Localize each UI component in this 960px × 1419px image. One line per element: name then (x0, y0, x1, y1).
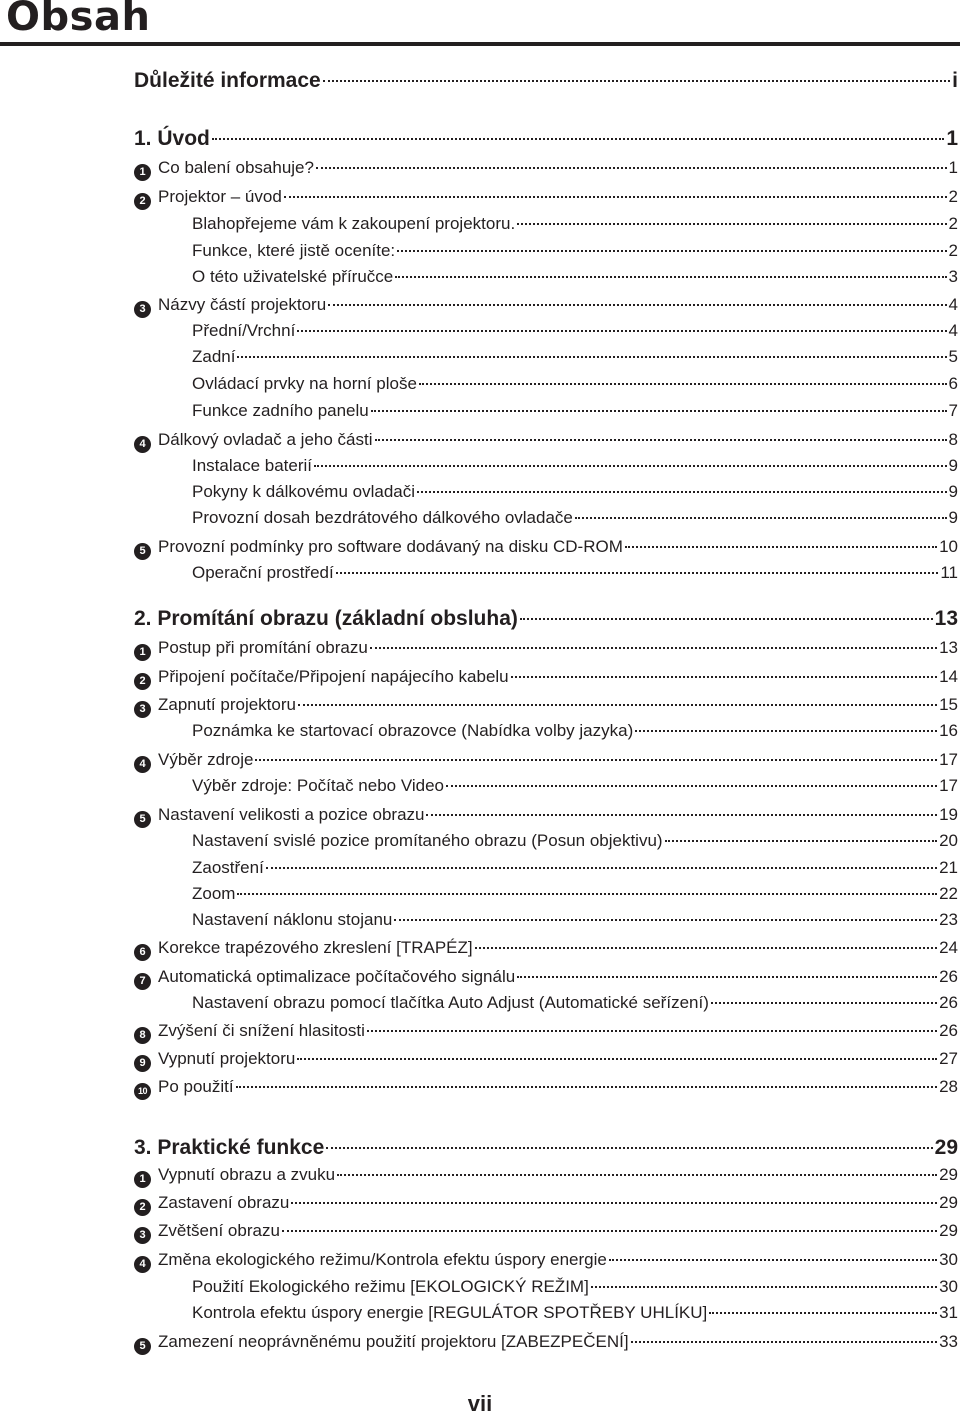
toc-page-number: 26 (939, 967, 958, 986)
step-number-badge: 9 (134, 1055, 151, 1072)
toc-page-number: 9 (948, 482, 958, 501)
toc-page-number: 26 (939, 993, 958, 1012)
toc-entry-label: Zaostření (192, 858, 264, 877)
toc-page-number: 5 (948, 347, 958, 366)
toc-entry-label: Automatická optimalizace počítačového signálu (158, 967, 516, 986)
page-title: Obsah (6, 0, 151, 40)
toc-entry[interactable] (134, 666, 958, 688)
toc-entry-label: Funkce zadního panelu (192, 401, 369, 420)
toc-entry-label: Dálkový ovladač a jeho části (158, 430, 373, 449)
toc-entry[interactable] (192, 400, 958, 422)
toc-entry-label: Výběr zdroje: Počítač nebo Video (192, 776, 445, 795)
toc-entry-label: Vypnutí obrazu a zvuku (158, 1165, 336, 1184)
toc-entry[interactable] (192, 346, 958, 368)
toc-page-number: 2 (948, 214, 958, 233)
toc-entry[interactable] (134, 429, 958, 451)
dot-leader (236, 1086, 937, 1088)
dot-leader (517, 223, 946, 225)
dot-leader (475, 947, 937, 949)
toc-page-number: 9 (948, 456, 958, 475)
toc-entry-label: Zoom (192, 884, 236, 903)
toc-entry[interactable] (134, 1220, 958, 1242)
step-number-badge: 5 (134, 543, 151, 560)
toc-page-number: 28 (939, 1077, 958, 1096)
toc-entry-label: 3. Praktické funkce (134, 1136, 325, 1159)
toc-entry-label: Názvy částí projektoru (158, 295, 327, 314)
toc-entry[interactable] (192, 481, 958, 503)
step-number-badge: 3 (134, 301, 151, 318)
toc-entry-label: Nastavení náklonu stojanu (192, 910, 393, 929)
toc-entry-label: Zadní (192, 347, 236, 366)
dot-leader (625, 546, 937, 548)
dot-leader (337, 1174, 937, 1176)
dot-leader (591, 1286, 937, 1288)
title-rule (0, 42, 960, 46)
toc-entry-label: Instalace baterií (192, 456, 313, 475)
step-number-badge: 1 (134, 644, 151, 661)
toc-entry-label: Funkce, které jistě oceníte: (192, 241, 396, 260)
toc-entry-label: Nastavení velikosti a pozice obrazu (158, 805, 425, 824)
toc-page-number: 2 (948, 241, 958, 260)
dot-leader (291, 1202, 937, 1204)
toc-entry[interactable] (192, 266, 958, 288)
dot-leader (711, 1002, 937, 1004)
toc-entry[interactable] (134, 637, 958, 659)
toc-entry[interactable] (134, 937, 958, 959)
step-number-badge: 2 (134, 673, 151, 690)
toc-page-number: 27 (939, 1049, 958, 1068)
toc-entry[interactable] (134, 157, 958, 179)
dot-leader (255, 759, 937, 761)
step-number-badge: 8 (134, 1027, 151, 1044)
dot-leader (394, 919, 937, 921)
dot-leader (397, 250, 946, 252)
dot-leader (419, 383, 947, 385)
toc-page-number: 13 (934, 607, 958, 630)
toc-entry-label: Přední/Vrchní (192, 321, 296, 340)
toc-entry[interactable] (192, 213, 958, 235)
toc-page-number: 7 (948, 401, 958, 420)
dot-leader (417, 491, 947, 493)
toc-entry-label: Zvětšení obrazu (158, 1221, 280, 1240)
toc-entry[interactable] (192, 883, 958, 905)
dot-leader (426, 814, 937, 816)
toc-entry[interactable] (192, 507, 958, 529)
toc-entry[interactable] (192, 1276, 958, 1298)
toc-entry[interactable] (192, 720, 958, 742)
toc-entry[interactable] (134, 1076, 958, 1098)
page-number: vii (467, 1391, 493, 1416)
dot-leader (395, 276, 946, 278)
toc-section-heading[interactable] (134, 606, 958, 632)
toc-page-number: 30 (939, 1250, 958, 1269)
step-number-badge: 4 (134, 756, 151, 773)
toc-page-number: 1 (946, 127, 958, 150)
toc-entry[interactable] (192, 857, 958, 879)
toc-entry[interactable] (192, 830, 958, 852)
toc-entry-label: Nastavení obrazu pomocí tlačítka Auto Adjust (Automatické seřízení) (192, 993, 709, 1012)
dot-leader (375, 439, 947, 441)
dot-leader (298, 704, 937, 706)
step-number-badge: 5 (134, 811, 151, 828)
dot-leader (709, 1312, 937, 1314)
toc-entry-label: Zvýšení či snížení hlasitosti (158, 1021, 365, 1040)
dot-leader (336, 572, 939, 574)
toc-page-number: 3 (948, 267, 958, 286)
toc-entry-label: Vypnutí projektoru (158, 1049, 296, 1068)
toc-entry-label: Po použití (158, 1077, 234, 1096)
step-number-badge: 2 (134, 1199, 151, 1216)
toc-entry[interactable] (192, 320, 958, 342)
step-number-badge: 5 (134, 1338, 151, 1355)
toc-entry-label: Poznámka ke startovací obrazovce (Nabídka volby jazyka) (192, 721, 634, 740)
toc-entry-label: Provozní dosah bezdrátového dálkového ovladače (192, 508, 573, 527)
step-number-badge: 4 (134, 1256, 151, 1273)
toc-page-number: 13 (939, 638, 958, 657)
step-number-badge: 10 (134, 1083, 151, 1100)
dot-leader (635, 730, 937, 732)
toc-section-heading[interactable] (134, 1135, 958, 1161)
toc-entry[interactable] (134, 804, 958, 826)
toc-page-number: 17 (939, 750, 958, 769)
toc-page-number: 31 (939, 1303, 958, 1322)
toc-page-number: 14 (939, 667, 958, 686)
toc-entry[interactable] (134, 1331, 958, 1353)
step-number-badge: 3 (134, 1227, 151, 1244)
toc-entry[interactable] (134, 536, 958, 558)
toc-entry-label: Kontrola efektu úspory energie [REGULÁTOR SPOTŘEBY UHLÍKU] (192, 1303, 708, 1322)
toc-page-number: 29 (934, 1136, 958, 1159)
toc-page-number: 4 (948, 295, 958, 314)
toc-entry-label: Postup při promítání obrazu (158, 638, 368, 657)
toc-entry[interactable] (134, 1164, 958, 1186)
toc-page-number: 23 (939, 910, 958, 929)
dot-leader (284, 196, 947, 198)
toc-entry-label: Zapnutí projektoru (158, 695, 296, 714)
dot-leader (314, 465, 947, 467)
dot-leader (282, 1230, 937, 1232)
dot-leader (517, 976, 937, 978)
toc-entry-label: Důležité informace (134, 69, 321, 92)
toc-entry-label: Co balení obsahuje? (158, 158, 314, 177)
toc-entry-label: Ovládací prvky na horní ploše (192, 374, 417, 393)
step-number-badge: 6 (134, 944, 151, 961)
toc-entry-label: Použití Ekologického režimu [EKOLOGICKÝ REŽIM] (192, 1277, 589, 1296)
toc-page-number: 17 (939, 776, 958, 795)
dot-leader (266, 867, 937, 869)
toc-entry[interactable] (192, 455, 958, 477)
toc-page-number: 15 (939, 695, 958, 714)
dot-leader (371, 410, 947, 412)
toc-page-number: 9 (948, 508, 958, 527)
dot-leader (665, 840, 937, 842)
toc-section-heading[interactable] (134, 126, 958, 152)
dot-leader (328, 304, 946, 306)
toc-page-number: i (952, 69, 958, 92)
toc-entry[interactable] (134, 1192, 958, 1214)
dot-leader (520, 618, 933, 620)
toc-page-number: 26 (939, 1021, 958, 1040)
dot-leader (367, 1030, 937, 1032)
toc-page-number: 29 (939, 1165, 958, 1184)
toc-entry[interactable] (192, 562, 958, 584)
toc-page-number: 11 (940, 563, 958, 582)
toc-entry-label: Projektor – úvod (158, 187, 282, 206)
toc-entry-label: Nastavení svislé pozice promítaného obrazu (Posun objektivu) (192, 831, 663, 850)
toc-entry-label: Změna ekologického režimu/Kontrola efektu úspory energie (158, 1250, 607, 1269)
dot-leader (297, 1058, 937, 1060)
dot-leader (511, 676, 937, 678)
toc-entry-label: 2. Promítání obrazu (základní obsluha) (134, 607, 518, 630)
toc-entry[interactable] (192, 373, 958, 395)
toc-page-number: 10 (939, 537, 958, 556)
step-number-badge: 7 (134, 973, 151, 990)
toc-entry-label: Korekce trapézového zkreslení [TRAPÉZ] (158, 938, 473, 957)
toc-page-number: 4 (948, 321, 958, 340)
toc-entry-label: Provozní podmínky pro software dodávaný na disku CD-ROM (158, 537, 623, 556)
toc-entry[interactable] (192, 775, 958, 797)
dot-leader (297, 330, 946, 332)
toc-entry-label: Operační prostředí (192, 563, 334, 582)
dot-leader (212, 138, 944, 140)
toc-entry-label: Pokyny k dálkovému ovladači (192, 482, 416, 501)
dot-leader (237, 893, 937, 895)
toc-entry[interactable] (134, 186, 958, 208)
toc-entry[interactable] (192, 992, 958, 1014)
toc-entry-label: Blahopřejeme vám k zakoupení projektoru. (192, 214, 516, 233)
toc-page-number: 1 (948, 158, 958, 177)
toc-page-number: 19 (939, 805, 958, 824)
toc-entry[interactable] (192, 909, 958, 931)
dot-leader (609, 1259, 937, 1261)
toc-page-number: 8 (948, 430, 958, 449)
toc-entry-label: Výběr zdroje (158, 750, 254, 769)
toc-page-number: 22 (939, 884, 958, 903)
toc-entry[interactable] (134, 694, 958, 716)
toc-entry-label: Zamezení neoprávněnému použití projektoru [ZABEZPEČENÍ] (158, 1332, 629, 1351)
toc-page-number: 24 (939, 938, 958, 957)
toc-entry[interactable] (134, 294, 958, 316)
step-number-badge: 1 (134, 164, 151, 181)
dot-leader (316, 167, 947, 169)
toc-page-number: 6 (948, 374, 958, 393)
dot-leader (237, 356, 946, 358)
toc-page-number: 2 (948, 187, 958, 206)
toc-section-heading[interactable] (134, 68, 958, 94)
toc-entry[interactable] (134, 966, 958, 988)
step-number-badge: 1 (134, 1171, 151, 1188)
toc-entry[interactable] (134, 749, 958, 771)
toc-page-number: 16 (939, 721, 958, 740)
toc-entry-label: 1. Úvod (134, 127, 210, 150)
toc-entry-label: Zastavení obrazu (158, 1193, 290, 1212)
dot-leader (631, 1341, 938, 1343)
toc-page-number: 33 (939, 1332, 958, 1351)
step-number-badge: 4 (134, 436, 151, 453)
dot-leader (370, 647, 937, 649)
toc-page-number: 29 (939, 1193, 958, 1212)
step-number-badge: 3 (134, 701, 151, 718)
toc-entry-label: Připojení počítače/Připojení napájecího kabelu (158, 667, 509, 686)
step-number-badge: 2 (134, 193, 151, 210)
toc-entry[interactable] (192, 240, 958, 262)
toc-page-number: 29 (939, 1221, 958, 1240)
toc-entry[interactable] (134, 1249, 958, 1271)
toc-entry[interactable] (134, 1020, 958, 1042)
dot-leader (446, 785, 937, 787)
toc-entry[interactable] (134, 1048, 958, 1070)
toc-entry-label: O této uživatelské příručce (192, 267, 394, 286)
dot-leader (575, 517, 947, 519)
dot-leader (326, 1147, 932, 1149)
dot-leader (323, 80, 950, 82)
toc-page-number: 20 (939, 831, 958, 850)
toc-page-number: 30 (939, 1277, 958, 1296)
toc-page-number: 21 (939, 858, 958, 877)
toc-entry[interactable] (192, 1302, 958, 1324)
